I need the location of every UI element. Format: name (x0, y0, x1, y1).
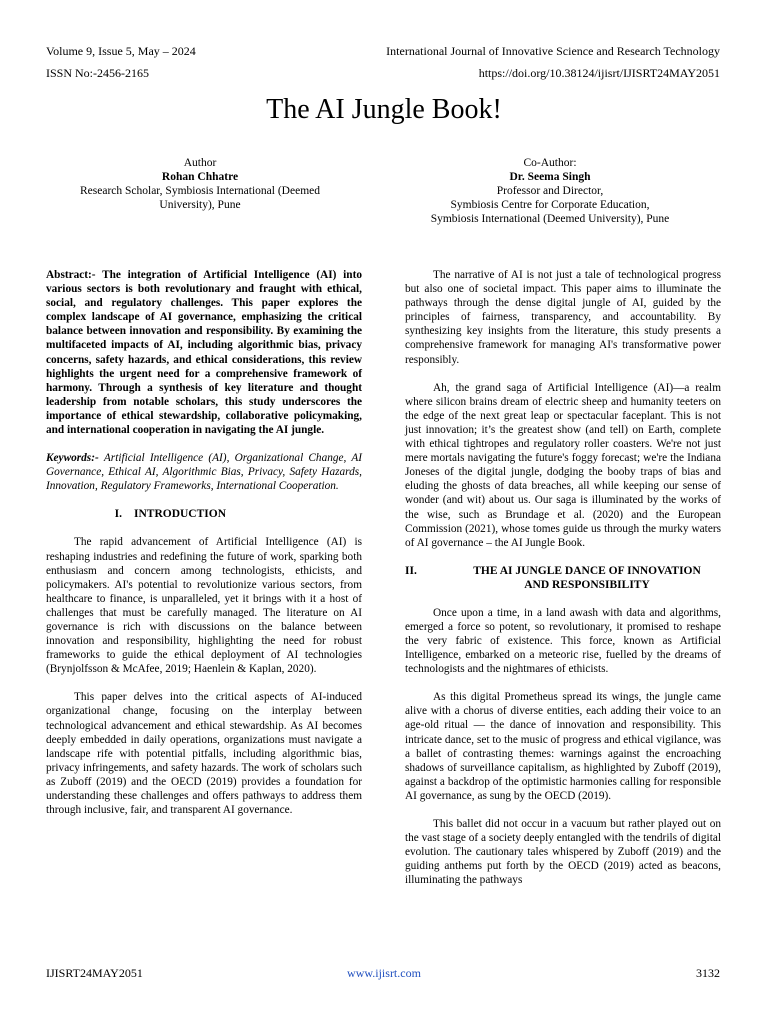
section-heading-jungle-dance (405, 564, 721, 592)
author-affiliation-1: Research Scholar, Symbiosis International (Deemed (79, 185, 320, 197)
section-title (453, 564, 721, 592)
footer-page-number: 3132 (696, 966, 720, 980)
paper-title: The AI Jungle Book! (266, 94, 502, 125)
right-column (405, 268, 721, 887)
footer-website-link[interactable]: www.ijisrt.com (347, 966, 421, 980)
author-name: Rohan Chhatre (161, 171, 239, 183)
keywords-label: Keywords:- (46, 452, 99, 465)
intro-paragraph-3: The narrative of AI is not just a tale of technological progress but also one of societal impact. This paper aims to illuminate the pathways through the dense digital jungle of AI, guided by the principles of fairness, transparency, and accountability. By synthesizing key insights from the literature, this study presents a comprehensive framework for managing AI's transformative power responsibly. (405, 269, 721, 366)
section-title-line-2: AND RESPONSIBILITY (524, 578, 650, 591)
intro-paragraph-4: Ah, the grand saga of Artificial Intelligence (AI)—a realm where silicon brains dream of electric sheep and humanity teeters on the edge of the next great leap or spectacular faceplant. This is not just innovation; it’s the greatest show (and tell) on Earth, complete with ethical tightropes and regulatory roller coasters. We're not just mere mortals navigating the future's foggy forecast; we're the Indiana Joneses of the digital jungle, dodging the booby traps of bias and eluding the ghosts of data breaches, all while keeping our sense of wonder (and wit) about us. Our saga is illuminated by the works of the wise, such as Brundage et al. (2020) and the European Commission (2021), whose tomes guide us through the murky waters of AI governance – the AI Jungle Book. (405, 381, 721, 549)
keywords-text: Artificial Intelligence (AI), Organizational Change, AI Governance, Ethical AI, Algorithmic Bias, Privacy, Safety Hazards, Innovation, Regulatory Frameworks, International Cooperation. (46, 452, 362, 493)
coauthor-block (400, 156, 700, 226)
section-number: I. (114, 508, 122, 521)
header-journal: International Journal of Innovative Science and Research Technology (386, 44, 720, 58)
coauthor-affiliation-3: Symbiosis International (Deemed University), Pune (430, 213, 670, 225)
abstract: Abstract:- The integration of Artificial Intelligence (AI) into various sectors is both revolutionary and fraught with ethical, social, and regulatory challenges. This paper explores the complex landscape of AI governance, emphasizing the critical balance between innovation and responsibility. By examining the multifaceted impacts of AI, including algorithmic bias, privacy concerns, safety hazards, and ethical considerations, this review highlights the urgent need for a comprehensive framework of harmony. Through a synthesis of key literature and thought leadership from notable scholars, this study underscores the importance of ethical stewardship, collaborative policymaking, and international cooperation in navigating the AI jungle. (46, 269, 362, 437)
intro-paragraph-2: This paper delves into the critical aspects of AI-induced organizational change, focusing on the interplay between technological advancement and ethical stewardship. As AI becomes deeply embedded in daily operations, organizations must navigate a landscape rife with potential pitfalls, including algorithmic bias, privacy infringements, and safety hazards. The work of scholars such as Zuboff (2019) and the OECD (2019) provides a foundation for understanding these challenges and offers pathways to address them through inclusive, fair, and transparent AI governance. (46, 691, 362, 817)
header-volume: Volume 9, Issue 5, May – 2024 (46, 44, 196, 58)
coauthor-name: Dr. Seema Singh (509, 171, 591, 183)
section-title: INTRODUCTION (134, 508, 227, 521)
section-title-line-1: THE AI JUNGLE DANCE OF INNOVATION (473, 564, 701, 577)
section2-paragraph-1: Once upon a time, in a land awash with data and algorithms, emerged a force so potent, so revolutionary, it promised to reshape the very fabric of existence. This force, known as Artificial Intelligence, embarked on a meteoric rise, fuelled by the dreams of technologists and the nightmares of ethicists. (405, 606, 721, 676)
keywords (46, 451, 362, 493)
section-heading-introduction (46, 507, 362, 521)
left-column (46, 268, 362, 817)
coauthor-affiliation-1: Professor and Director, (496, 185, 604, 197)
author-affiliation-2: University), Pune (159, 199, 241, 211)
author-block (50, 156, 350, 212)
section2-paragraph-2: As this digital Prometheus spread its wings, the jungle came alive with a chorus of diverse entities, each adding their voice to an age-old ritual — the dance of innovation and responsibility. This intricate dance, set to the music of progress and ethical vigilance, was a ballet of contrasting themes: warnings against the encroaching shadows of surveillance capitalism, as highlighted by Zuboff (2019), against a backdrop of the optimistic harmonies calling for responsible AI governance, as sung by the OECD (2019). (405, 691, 721, 802)
intro-paragraph-1: The rapid advancement of Artificial Intelligence (AI) is reshaping industries and redefining the future of work, sparking both enthusiasm and concern among technologists, ethicists, and policymakers. AI's potential to revolutionize various sectors, from healthcare to finance, is unparalleled, yet it brings with it a host of challenges that must be carefully managed. The literature on AI governance is rich with discussions on the balance between innovation and responsibility, highlighting the need for robust frameworks to guide the ethical deployment of AI technologies (Brynjolfsson & McAfee, 2019; Haenlein & Kaplan, 2020). (46, 536, 362, 676)
coauthor-affiliation-2: Symbiosis Centre for Corporate Education, (450, 199, 650, 211)
header-doi-link[interactable]: https://doi.org/10.38124/ijisrt/IJISRT24MAY2051 (478, 66, 720, 80)
section-number: II. (405, 564, 417, 577)
section2-paragraph-3: This ballet did not occur in a vacuum but rather played out on the vast stage of a society deeply entangled with the tendrils of digital evolution. The cautionary tales whispered by Zuboff (2019) and the guiding anthems put forth by the OECD (2019) acted as beacons, illuminating the pathways (405, 818, 721, 887)
author-role: Author (183, 157, 217, 169)
footer-paper-id: IJISRT24MAY2051 (46, 966, 143, 980)
header-issn: ISSN No:-2456-2165 (46, 66, 150, 80)
coauthor-role: Co-Author: (523, 157, 577, 169)
